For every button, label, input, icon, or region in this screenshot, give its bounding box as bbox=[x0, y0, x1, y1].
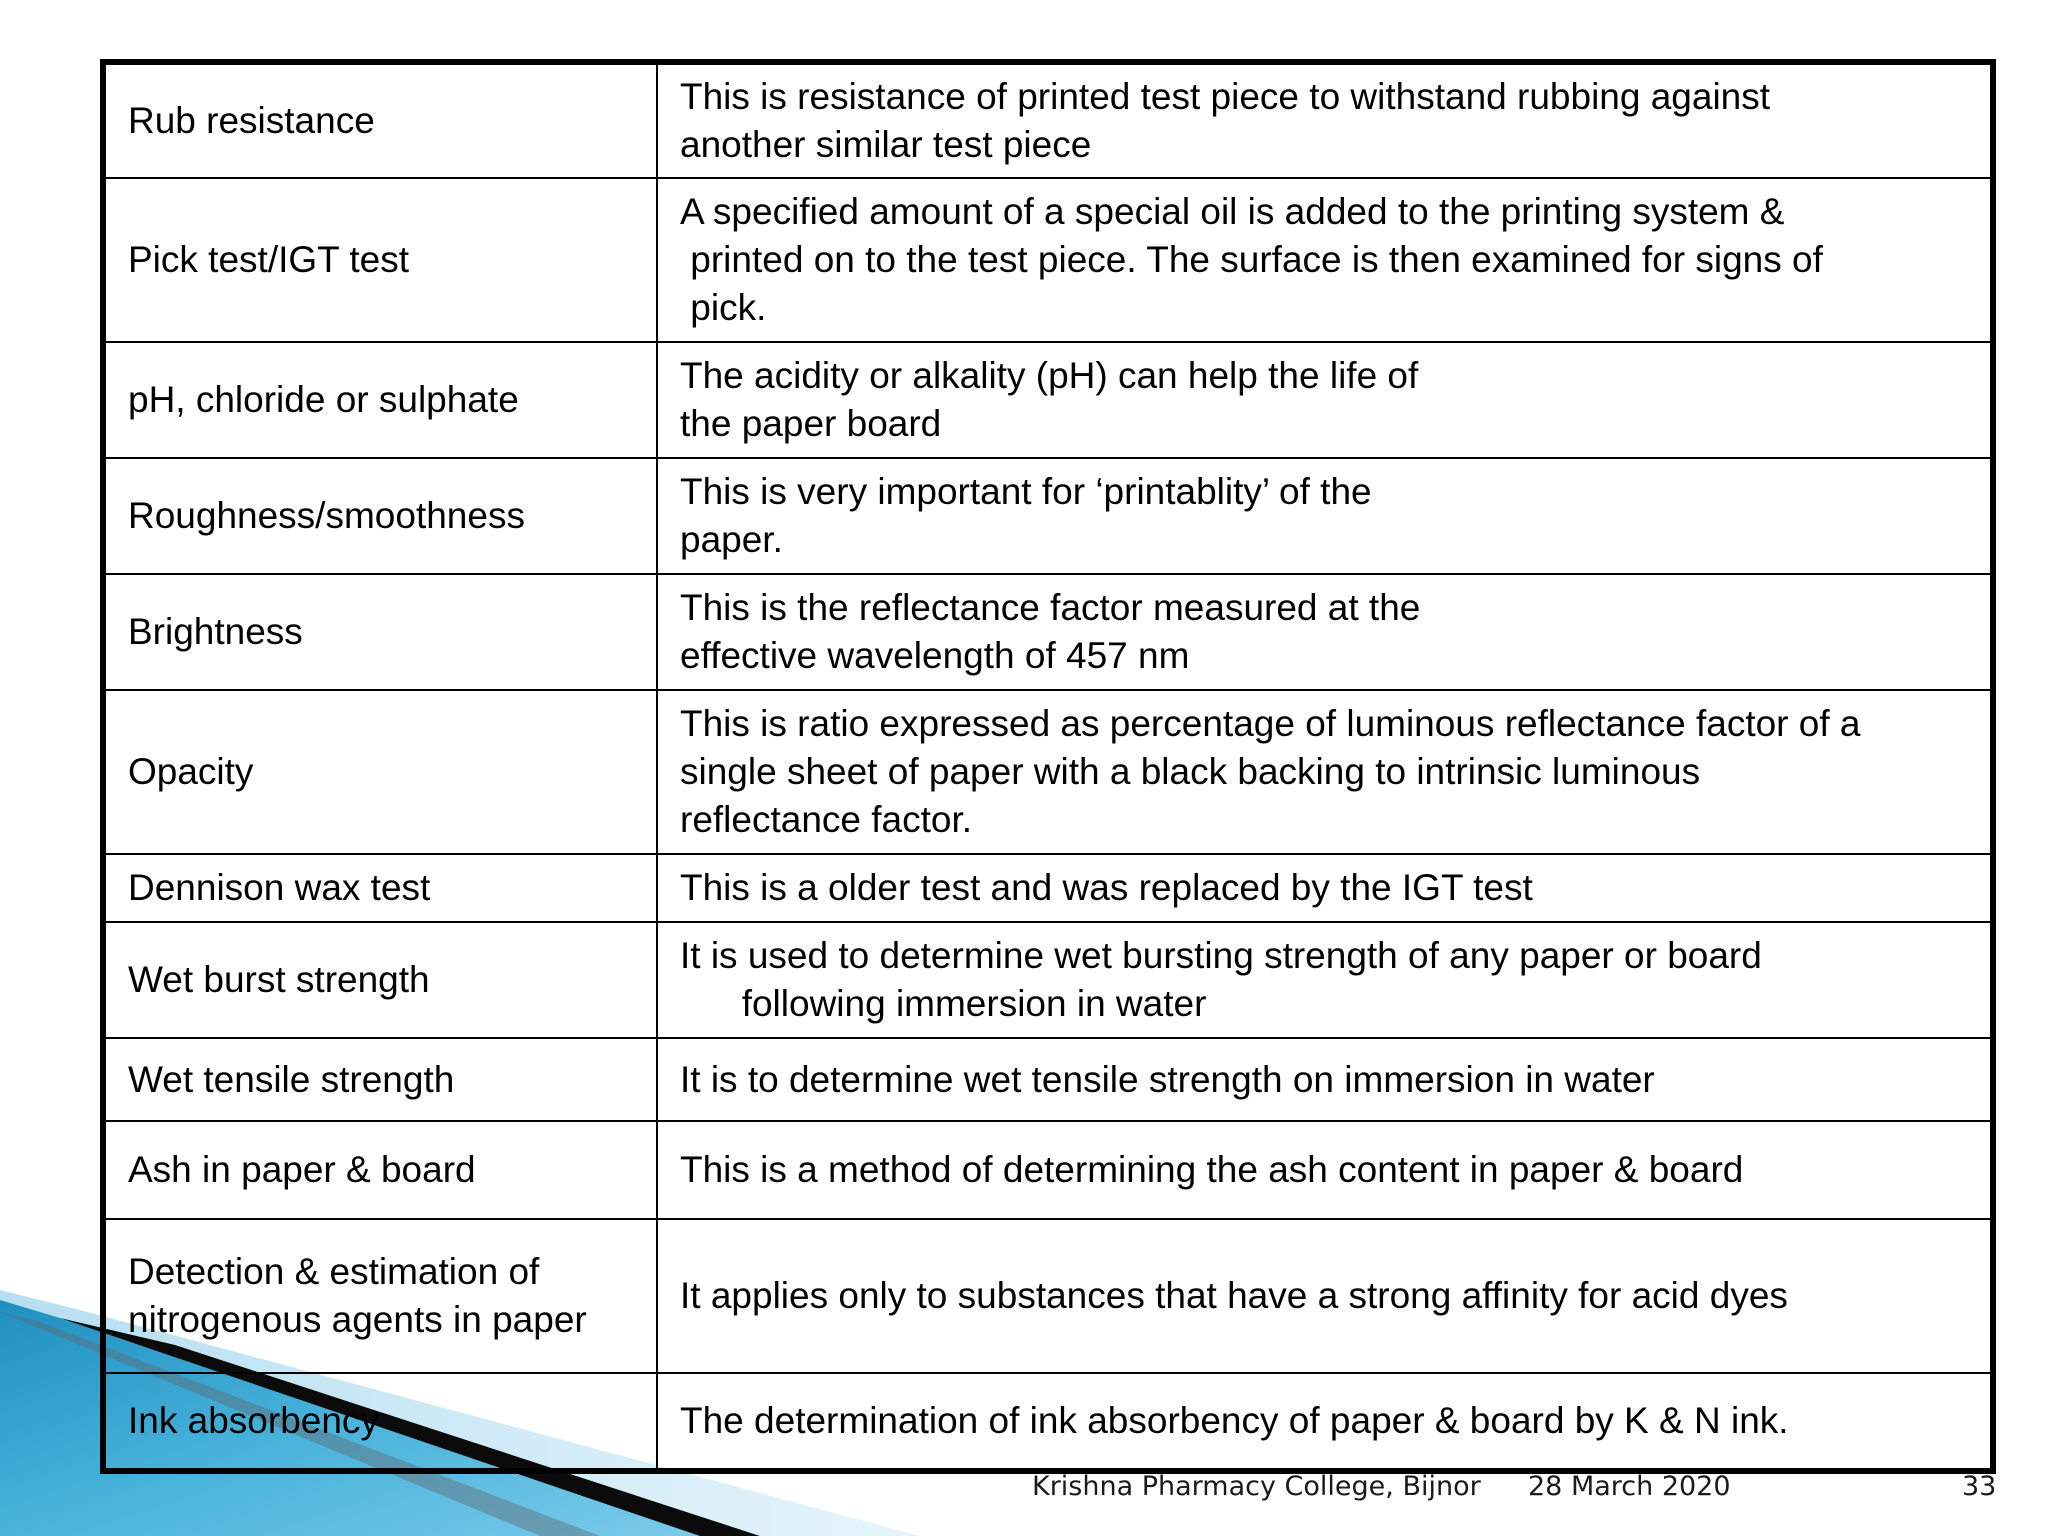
description-cell: This is a method of determining the ash content in paper & board bbox=[657, 1121, 1993, 1219]
parameter-cell: Brightness bbox=[103, 574, 657, 690]
description-cell: This is ratio expressed as percentage of luminous reflectance factor of a single sheet of paper with a black backing to intrinsic luminous reflectance factor. bbox=[657, 690, 1993, 854]
parameter-cell: Ink absorbency bbox=[103, 1373, 657, 1471]
table-row bbox=[103, 62, 1993, 178]
description-cell: This is very important for ‘printablity’ of the paper. bbox=[657, 458, 1993, 574]
footer-institution: Krishna Pharmacy College, Bijnor bbox=[1032, 1471, 1481, 1502]
footer-date: 28 March 2020 bbox=[1528, 1471, 1731, 1502]
table-row bbox=[103, 1121, 1993, 1219]
paper-tests-table bbox=[100, 59, 1996, 1474]
table-row bbox=[103, 574, 1993, 690]
parameter-cell: Opacity bbox=[103, 690, 657, 854]
description-cell: It applies only to substances that have a strong affinity for acid dyes bbox=[657, 1219, 1993, 1373]
description-cell: The determination of ink absorbency of paper & board by K & N ink. bbox=[657, 1373, 1993, 1471]
description-cell: The acidity or alkality (pH) can help the life of the paper board bbox=[657, 342, 1993, 458]
table-row bbox=[103, 178, 1993, 342]
table-row bbox=[103, 690, 1993, 854]
parameter-cell: Wet tensile strength bbox=[103, 1038, 657, 1121]
parameter-cell: Pick test/IGT test bbox=[103, 178, 657, 342]
description-cell: This is the reflectance factor measured at the effective wavelength of 457 nm bbox=[657, 574, 1993, 690]
table-row bbox=[103, 1219, 1993, 1373]
parameter-cell: Ash in paper & board bbox=[103, 1121, 657, 1219]
parameter-cell: Detection & estimation of nitrogenous agents in paper bbox=[103, 1219, 657, 1373]
description-cell: It is used to determine wet bursting strength of any paper or board following immersion in water bbox=[657, 922, 1993, 1038]
description-cell: A specified amount of a special oil is added to the printing system & printed on to the test piece. The surface is then examined for signs of pick. bbox=[657, 178, 1993, 342]
table-row bbox=[103, 1038, 1993, 1121]
table-row bbox=[103, 922, 1993, 1038]
parameter-cell: Roughness/smoothness bbox=[103, 458, 657, 574]
page-number: 33 bbox=[1962, 1471, 1997, 1502]
parameter-cell: Wet burst strength bbox=[103, 922, 657, 1038]
parameter-cell: Dennison wax test bbox=[103, 854, 657, 922]
table-row bbox=[103, 342, 1993, 458]
description-cell: This is resistance of printed test piece to withstand rubbing against another similar test piece bbox=[657, 62, 1993, 178]
parameter-cell: pH, chloride or sulphate bbox=[103, 342, 657, 458]
table-row bbox=[103, 1373, 1993, 1471]
table-row bbox=[103, 458, 1993, 574]
parameter-cell: Rub resistance bbox=[103, 62, 657, 178]
table-row bbox=[103, 854, 1993, 922]
description-cell: It is to determine wet tensile strength on immersion in water bbox=[657, 1038, 1993, 1121]
description-cell: This is a older test and was replaced by the IGT test bbox=[657, 854, 1993, 922]
